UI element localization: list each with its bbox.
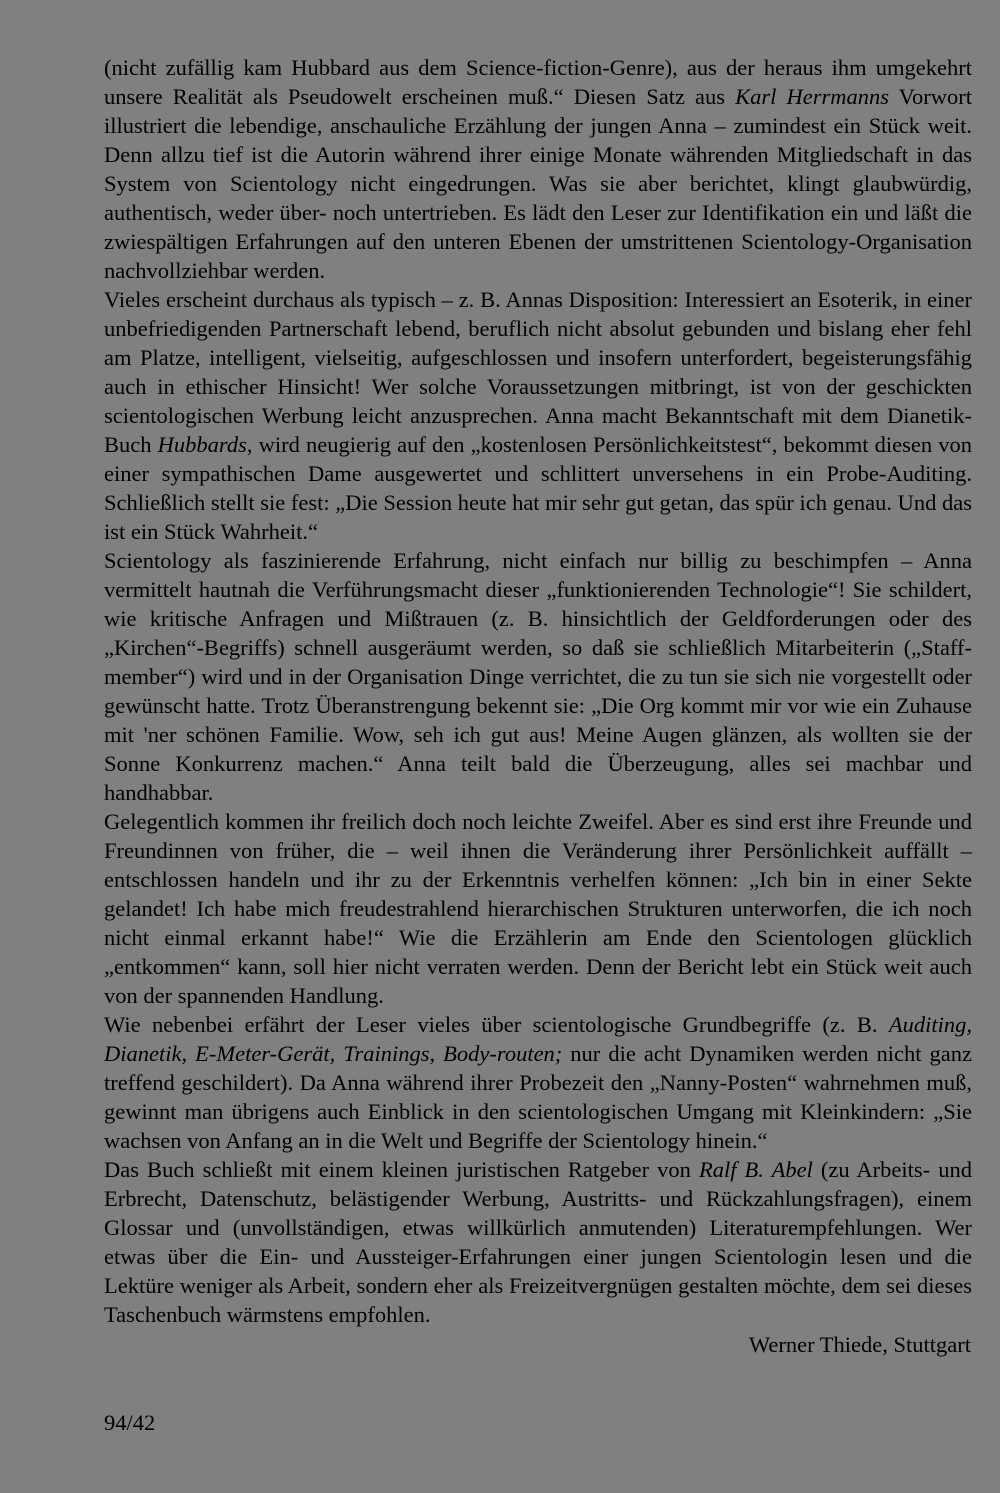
paragraph-text: Scientology als faszinierende Erfahrung, nicht einfach nur billig zu beschimpfen – Anna vermittelt hautnah die Verführungsmacht dieser „funktionierenden Technologie“! Sie schildert, wie kritische Anfragen und Mißtrauen (z. B. hinsichtlich der Geldforderungen oder des „Kirchen“-Begriffs) schnell ausgeräumt werden, so daß sie schließlich Mitarbeiterin („Staff-member“) wird und in der Organisation Dinge verrichtet, die zu tun sie sich nie vorgestellt oder gewünscht hatte. Trotz Überanstrengung bekennt sie: „Die Org kommt mir vor wie ein Zuhause mit 'ner schönen Familie. Wow, seh ich gut aus! Meine Augen glänzen, als wollten sie der Sonne Konkurrenz machen.“ Anna teilt bald die Überzeugung, alles sei machbar und handhabbar.	[104, 548, 972, 805]
author-name: Hubbards	[157, 432, 247, 457]
review-body	[104, 53, 972, 1329]
reviewer-signature: Werner Thiede, Stuttgart	[748, 1332, 971, 1357]
paragraph-text: Das Buch schließt mit einem kleinen juristischen Ratgeber von	[104, 1157, 699, 1182]
paragraph-text: (nicht zufällig kam Hubbard aus dem Science-fiction-Genre), aus der heraus ihm umgekehrt unsere Realität als Pseudowelt erscheinen muß.“ Diesen Satz aus	[104, 55, 972, 109]
paragraph-3	[104, 546, 972, 807]
paragraph-6	[104, 1155, 972, 1329]
paragraph-text: Gelegentlich kommen ihr freilich doch noch leichte Zweifel. Aber es sind erst ihre Freunde und Freundinnen von früher, die – weil ihnen die Veränderung ihrer Persönlichkeit auffällt – entschlossen handeln und ihr zu der Erkenntnis verhelfen können: „Ich bin in einer Sekte gelandet! Ich habe mich freudestrahlend hierarchischen Strukturen unterworfen, die ich noch nicht einmal erkannt habe!“ Wie die Erzählerin am Ende den Scientologen glücklich „entkommen“ kann, soll hier nicht verraten werden. Denn der Bericht lebt ein Stück weit auch von der spannenden Handlung.	[104, 809, 972, 1008]
author-name: Karl Herrmanns	[735, 84, 889, 109]
paragraph-4	[104, 807, 972, 1010]
paragraph-text: Wie nebenbei erfährt der Leser vieles über scientologische Grundbegriffe (z. B.	[104, 1012, 889, 1037]
paragraph-1	[104, 53, 972, 285]
paragraph-text: Vieles erscheint durchaus als typisch – z. B. Annas Disposition: Interessiert an Esoterik, in einer unbefriedigenden Partnerschaft lebend, beruflich nicht absolut gebunden und bislang eher fehl am Platze, intelligent, vielseitig, aufgeschlossen und insofern unterfordert, begeisterungsfähig auch in ethischer Hinsicht! Wer solche Voraussetzungen mitbringt, ist von der geschickten scientologischen Werbung leicht anzusprechen. Anna macht Bekanntschaft mit dem Dianetik-Buch	[104, 287, 972, 457]
author-name: Ralf B. Abel	[698, 1157, 813, 1182]
paragraph-text: (zu Arbeits- und Erbrecht, Datenschutz, belästigender Werbung, Austritts- und Rückzahlungsfragen), einem Glossar und (unvollständigen, etwas willkürlich anmutenden) Literaturempfehlungen. Wer etwas über die Ein- und Aussteiger-Erfahrungen einer jungen Scientologin lesen und die Lektüre weniger als Arbeit, sondern eher als Freizeitvergnügen gestalten möchte, dem sei dieses Taschenbuch wärmstens empfohlen.	[104, 1157, 972, 1327]
paragraph-5	[104, 1010, 972, 1155]
term-list: Auditing, Dianetik, E-Meter-Gerät, Trainings, Body-routen;	[104, 1012, 972, 1066]
paragraph-text: , wird neugierig auf den „kostenlosen Persönlichkeitstest“, bekommt diesen von einer sympathischen Dame ausgewertet und schlittert unversehens in ein Probe-Auditing. Schließlich stellt sie fest: „Die Session heute hat mir sehr gut getan, das spür ich genau. Und das ist ein Stück Wahrheit.“	[104, 432, 973, 544]
paragraph-text: nur die acht Dynamiken werden nicht ganz treffend geschildert). Da Anna während ihrer Probezeit den „Nanny-Posten“ wahrnehmen muß, gewinnt man übrigens auch Einblick in den scientologischen Umgang mit Kleinkindern: „Sie wachsen von Anfang an in die Welt und Begriffe der Scientology hinein.“	[104, 1041, 972, 1153]
paragraph-text: Vorwort illustriert die lebendige, anschauliche Erzählung der jungen Anna – zumindest ein Stück weit. Denn allzu tief ist die Autorin während ihrer einige Monate währenden Mitgliedschaft in das System von Scientology nicht eingedrungen. Was sie aber berichtet, klingt glaubwürdig, authentisch, weder über- noch untertrieben. Es lädt den Leser zur Identifikation ein und läßt die zwiespältigen Erfahrungen auf den unteren Ebenen der umstrittenen Scientology-Organisation nachvollziehbar werden.	[104, 84, 972, 283]
page-number: 94/42	[104, 1410, 156, 1435]
paragraph-2	[104, 285, 972, 546]
